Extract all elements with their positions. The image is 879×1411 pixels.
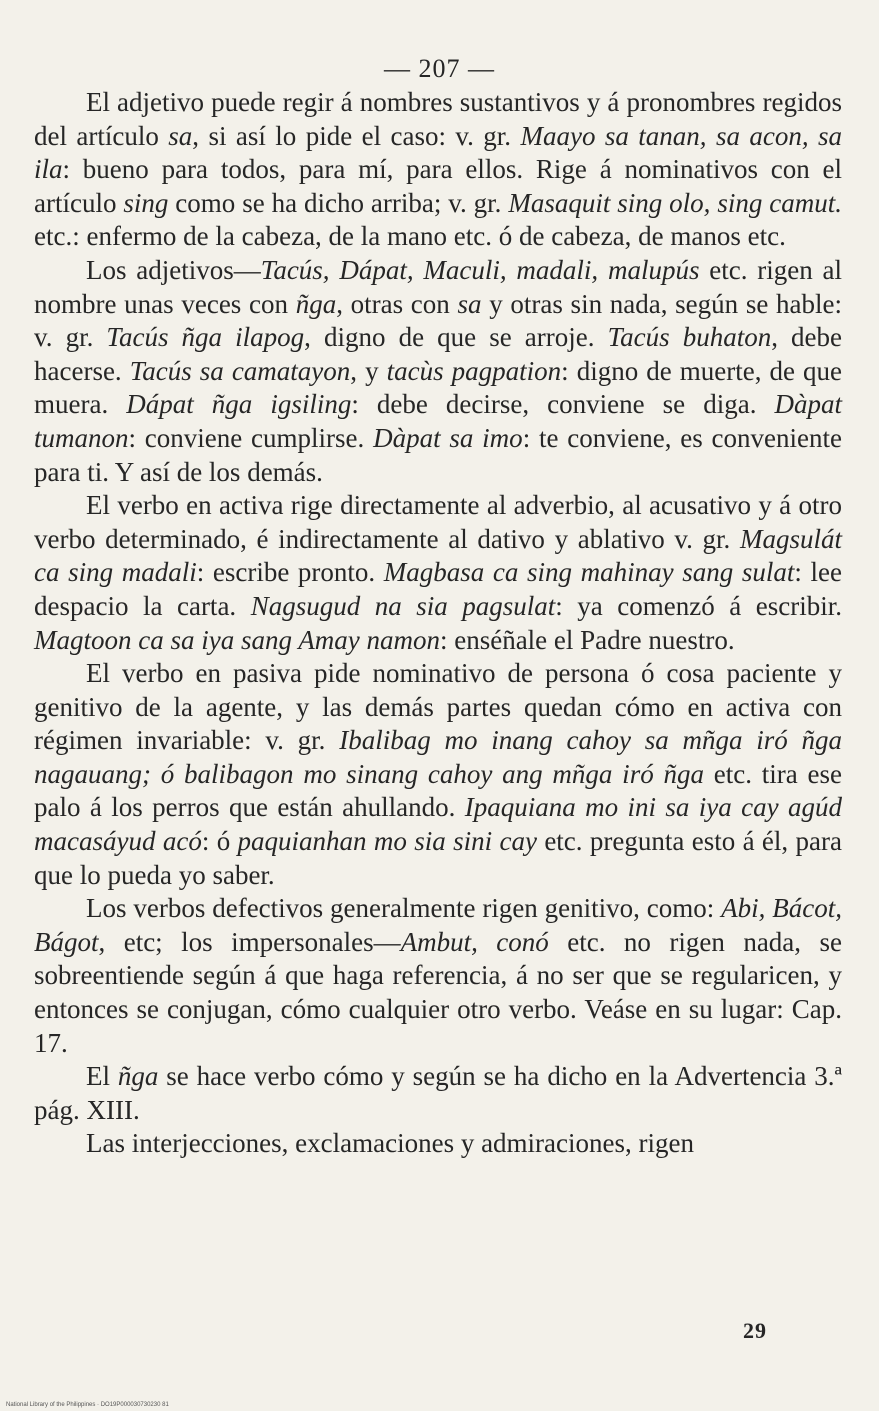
text-run: , otras con (336, 288, 458, 319)
italic-text-run: Tacús buhaton (607, 322, 772, 353)
italic-text-run: paquianhan mo sia sini cay (237, 826, 537, 857)
text-run: , etc; los impersonales— (98, 926, 401, 957)
italic-text-run: ñga (117, 1061, 159, 1092)
paragraph (34, 489, 842, 657)
italic-text-run: sa (457, 288, 482, 319)
text-run: etc. pregunta esto á él, para que lo pueda yo saber. (34, 826, 842, 890)
paragraph (34, 254, 842, 489)
italic-text-run: sing (123, 187, 169, 218)
paragraph (34, 1127, 842, 1161)
italic-text-run: Tacús ñga ilapog (106, 322, 305, 353)
text-run: El (86, 1061, 118, 1092)
italic-text-run: Dàpat tumanon (34, 389, 842, 453)
signature-mark: 29 (743, 1318, 767, 1343)
body-text (34, 86, 842, 1161)
library-credit: National Library of the Philippines · DO19P000030730230 81 (6, 1402, 169, 1408)
text-run: : debe decirse, conviene se diga. (351, 389, 775, 420)
text-run: : lee despacio la carta. (34, 557, 842, 621)
italic-text-run: Magtoon ca sa iya sang Amay namon (34, 624, 440, 655)
italic-text-run: Dápat ñga igsiling (126, 389, 352, 420)
text-run: , digno de que se arroje. (304, 322, 608, 353)
text-run: : escribe pronto. (196, 557, 384, 588)
text-run: etc. no rigen nada, se sobreentiende según á que haga referencia, á no ser que se regularicen, y entonces se conjugan, cómo cualquier otro verbo. Veáse en su lugar: Cap. 17. (34, 926, 842, 1058)
text-run: Las interjecciones, exclamaciones y admiraciones, rigen (86, 1128, 694, 1159)
text-run: etc. tira ese palo á los perros que están ahullando. (34, 758, 842, 823)
text-run: El verbo en pasiva pide nominativo de persona ó cosa paciente y genitivo de la agente, y las demás partes quedan cómo en activa con régimen invariable: v. gr. (34, 658, 842, 756)
italic-text-run: Maayo sa tanan, sa acon, sa ila (34, 120, 843, 185)
italic-text-run: Dàpat sa imo (373, 422, 523, 453)
italic-text-run: Masaquit sing olo, sing camut. (508, 187, 842, 218)
text-run: , y (350, 355, 387, 386)
text-run: etc. rigen al nombre unas veces con (34, 254, 843, 319)
text-run: : ya comenzó á escribir. (555, 590, 842, 621)
text-run: Los adjetivos— (86, 254, 261, 285)
text-run: como se ha dicho arriba; v. gr. (168, 187, 509, 218)
text-run: El adjetivo puede regir á nombres sustantivos y á pronombres regidos del artículo (34, 87, 842, 151)
italic-text-run: tacùs pagpation (386, 355, 562, 386)
italic-text-run: ñga (295, 288, 337, 319)
italic-text-run: Abi, Bácot, Bágot (34, 893, 842, 957)
italic-text-run: Nagsugud na sia pagsulat (250, 590, 556, 621)
italic-text-run: Ipaquiana mo ini sa iya cay agúd macasáyud acó (34, 792, 842, 857)
text-run: : conviene cumplirse. (128, 422, 374, 453)
text-run: , si así lo pide el caso: v. gr. (192, 120, 521, 151)
italic-text-run: Ambut, conó (400, 926, 549, 957)
paragraph (34, 657, 842, 892)
text-run: : te conviene, es conveniente para ti. Y así de los demás. (34, 422, 842, 487)
italic-text-run: Ibalibag mo inang cahoy sa mñga iró ñga nagauang; ó balibagon mo sinang cahoy ang mñga iró ñga (34, 725, 842, 789)
text-run: : digno de muerte, de que muera. (34, 355, 842, 420)
text-run: : enséñale el Padre nuestro. (439, 624, 735, 655)
paragraph (34, 892, 842, 1060)
text-run: : bueno para todos, para mí, para ellos. Rige á nominativos con el artículo (34, 154, 842, 218)
text-run: El verbo en activa rige directamente al adverbio, al acusativo y á otro verbo determinado, é indirectamente al dativo y ablativo v. gr. (34, 490, 842, 554)
italic-text-run: Tacús sa camatayon (129, 355, 351, 386)
paragraph (34, 86, 842, 254)
text-run: y otras sin nada, según se hable: v. gr. (34, 288, 842, 353)
italic-text-run: Magbasa ca sing mahinay sang sulat (383, 557, 795, 588)
page-number: — 207 — (384, 54, 495, 83)
italic-text-run: sa (168, 120, 193, 151)
text-run: se hace verbo cómo y según se ha dicho en la Advertencia 3.ª pág. XIII. (34, 1061, 842, 1125)
paragraph (34, 1060, 842, 1127)
italic-text-run: Tacús, Dápat, Maculi, madali, malupús (260, 254, 700, 285)
text-run: , debe hacerse. (34, 322, 843, 386)
italic-text-run: Magsulát ca sing madali (34, 523, 842, 588)
text-run: Los verbos defectivos generalmente rigen genitivo, como: (86, 893, 722, 924)
text-run: : ó (201, 826, 238, 857)
text-run: etc.: enfermo de la cabeza, de la mano etc. ó de cabeza, de manos etc. (34, 221, 786, 252)
